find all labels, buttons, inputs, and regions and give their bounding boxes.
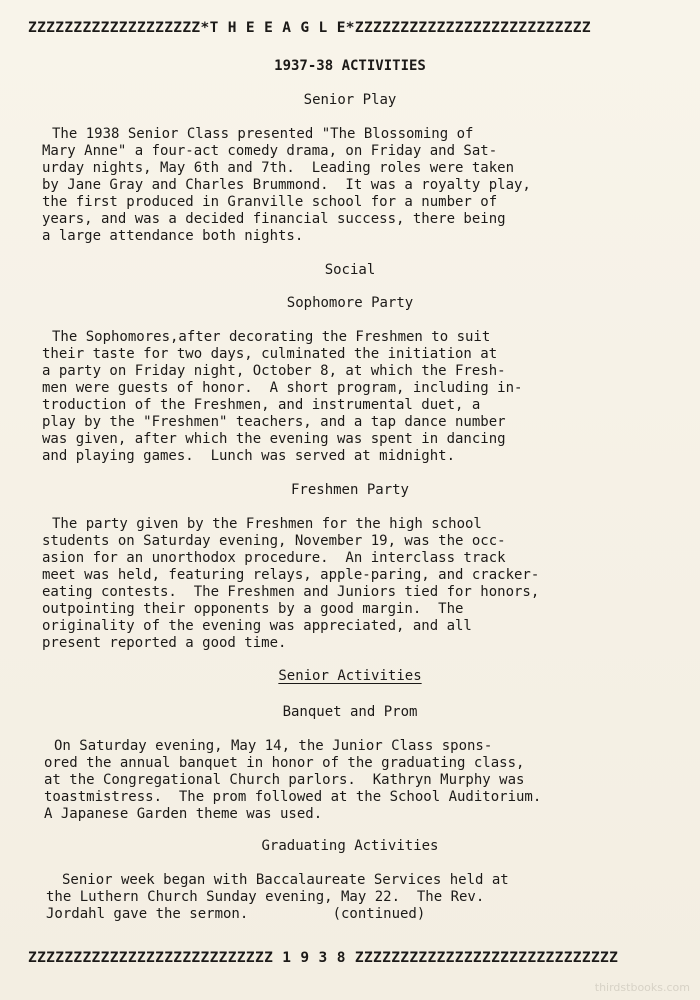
text-line: The 1938 Senior Class presented "The Blossoming of [52,126,474,142]
text-line: was given, after which the evening was spent in dancing [42,431,506,447]
text-line: meet was held, featuring relays, apple-paring, and cracker- [42,567,540,583]
text-line: toastmistress. The prom followed at the School Auditorium. [44,789,542,805]
heading-social: Social [324,262,376,278]
text-line: The Sophomores,after decorating the Freshmen to suit [52,329,491,345]
text-line: their taste for two days, culminated the initiation at [42,346,498,362]
text-line: The party given by the Freshmen for the high school [52,516,482,532]
heading-sophomore-party: Sophomore Party [286,295,414,311]
page-title: 1937-38 ACTIVITIES [274,58,426,74]
text-line: a large attendance both nights. [42,228,304,244]
text-line: the first produced in Granville school for a number of [42,194,498,210]
text-line: by Jane Gray and Charles Brummond. It was a royalty play, [42,177,531,193]
text-line: men were guests of honor. A short program, including in- [42,380,523,396]
heading-graduating-activities: Graduating Activities [261,838,439,854]
text-line: Mary Anne" a four-act comedy drama, on Friday and Sat- [42,143,498,159]
text-line: Senior week began with Baccalaureate Services held at [62,872,509,888]
text-line: urday nights, May 6th and 7th. Leading roles were taken [42,160,515,176]
text-line: a party on Friday night, October 8, at which the Fresh- [42,363,506,379]
paragraph-banquet [44,738,674,823]
text-line: play by the "Freshmen" teachers, and a tap dance number [42,414,506,430]
footer-banner: ZZZZZZZZZZZZZZZZZZZZZZZZZZZ 1 9 3 8 ZZZZZZZZZZZZZZZZZZZZZZZZZZZZZ [28,950,619,966]
text-line: outpointing their opponents by a good margin. The [42,601,464,617]
text-line: Jordahl gave the sermon. (continued) [46,906,426,922]
heading-freshmen-party: Freshmen Party [290,482,409,498]
heading-senior-activities: Senior Activities [278,668,422,684]
paragraph-graduating [46,872,682,923]
text-line: and playing games. Lunch was served at midnight. [42,448,456,464]
text-line: On Saturday evening, May 14, the Junior Class spons- [54,738,493,754]
text-line: at the Congregational Church parlors. Kathryn Murphy was [44,772,525,788]
text-line: students on Saturday evening, November 19, was the occ- [42,533,506,549]
text-line: A Japanese Garden theme was used. [44,806,323,822]
header-banner: ZZZZZZZZZZZZZZZZZZZ*T H E E A G L E*ZZZZZZZZZZZZZZZZZZZZZZZZZZ [28,20,591,36]
text-line: eating contests. The Freshmen and Juniors tied for honors, [42,584,540,600]
paragraph-freshmen-party [42,516,672,652]
paragraph-senior-play [42,126,672,245]
text-line: present reported a good time. [42,635,287,651]
text-line: asion for an unorthodox procedure. An interclass track [42,550,506,566]
text-line: troduction of the Freshmen, and instrumental duet, a [42,397,481,413]
text-line: the Luthern Church Sunday evening, May 22. The Rev. [46,889,485,905]
paragraph-sophomore-party [42,329,672,465]
text-line: originality of the evening was appreciated, and all [42,618,472,634]
heading-senior-play: Senior Play [303,92,397,108]
watermark: thirdstbooks.com [594,981,690,994]
heading-banquet-and-prom: Banquet and Prom [282,704,418,720]
text-line: ored the annual banquet in honor of the graduating class, [44,755,525,771]
text-line: years, and was a decided financial success, there being [42,211,506,227]
